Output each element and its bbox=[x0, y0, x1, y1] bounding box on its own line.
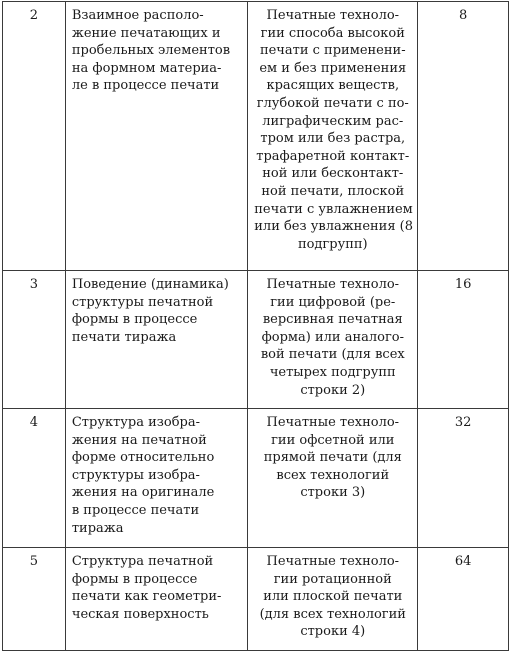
classification-table bbox=[2, 1, 509, 651]
technology-text-line: строки 4) bbox=[300, 624, 366, 640]
technology-text-line: или плоской печати bbox=[263, 589, 403, 605]
feature-text-line: структуры печатной bbox=[71, 294, 214, 310]
technology-cell bbox=[248, 409, 418, 548]
row-number-cell bbox=[3, 2, 66, 271]
technology-text-line: лиграфическим рас- bbox=[262, 113, 404, 129]
technology-count: 16 bbox=[454, 277, 472, 292]
count-cell bbox=[418, 548, 509, 651]
feature-text-line: ческая поверхность bbox=[71, 606, 209, 622]
table-row bbox=[3, 548, 509, 651]
technology-cell bbox=[248, 548, 418, 651]
count-cell bbox=[418, 271, 509, 409]
technology-text-line: Печатные техноло- bbox=[266, 415, 400, 430]
feature-cell bbox=[65, 548, 247, 651]
feature-text-line: пробельных элементов bbox=[71, 43, 231, 59]
technology-cell bbox=[248, 271, 418, 409]
feature-text-line: ле в процессе печати bbox=[71, 78, 220, 94]
technology-text-line: Печатные техноло- bbox=[266, 8, 400, 23]
feature-text-line: в процессе печати bbox=[71, 502, 200, 518]
technology-count: 8 bbox=[459, 8, 468, 23]
technology-text-line: ной или бесконтакт- bbox=[262, 166, 404, 182]
technology-text-line: прямой печати (для bbox=[263, 450, 402, 466]
feature-text-line: Взаимное располо- bbox=[71, 8, 204, 23]
technology-count: 64 bbox=[454, 554, 472, 569]
technology-text-line: Печатные техноло- bbox=[266, 277, 400, 292]
row-number: 2 bbox=[29, 8, 39, 23]
feature-cell bbox=[65, 271, 247, 409]
technology-text-line: ем и без применения bbox=[259, 60, 407, 76]
technology-text-line: версивная печатная bbox=[262, 312, 403, 328]
feature-text-line: на формном материа- bbox=[71, 60, 222, 76]
table-row bbox=[3, 271, 509, 409]
feature-text-line: жения на оригинале bbox=[71, 485, 215, 501]
technology-text-line: глубокой печати с по- bbox=[256, 95, 409, 111]
technology-text-line: ной печати, плоской bbox=[261, 183, 405, 199]
row-number-cell bbox=[3, 271, 66, 409]
technology-count: 32 bbox=[454, 415, 472, 430]
technology-text-line: строки 3) bbox=[300, 485, 366, 501]
technology-text-line: четырех подгрупп bbox=[269, 364, 396, 380]
feature-text-line: форме относительно bbox=[71, 450, 215, 466]
feature-text-line: жение печатающих и bbox=[71, 25, 221, 41]
feature-text-line: структуры изобра- bbox=[71, 467, 200, 483]
technology-text-line: трафаретной контакт- bbox=[256, 148, 410, 164]
technology-text-line: вой печати (для всех bbox=[260, 347, 405, 363]
technology-text-line: гии цифровой (ре- bbox=[270, 294, 396, 310]
technology-text-line: печати с применени- bbox=[259, 43, 406, 59]
feature-text-line: формы в процессе bbox=[71, 312, 198, 328]
technology-text-line: гии способа высокой bbox=[260, 25, 405, 41]
technology-text-line: красящих веществ, bbox=[266, 78, 400, 94]
feature-cell bbox=[65, 2, 247, 271]
technology-text-line: (для всех технологий bbox=[259, 606, 406, 622]
feature-cell bbox=[65, 409, 247, 548]
technology-text-line: гии ротационной bbox=[273, 571, 392, 587]
feature-text-line: печати как геометри- bbox=[71, 589, 222, 605]
technology-text-line: подгрупп) bbox=[297, 236, 368, 252]
row-number: 3 bbox=[29, 277, 39, 292]
technology-text-line: всех технологий bbox=[276, 467, 390, 483]
table-row bbox=[3, 2, 509, 271]
technology-text-line: или без увлажнения (8 bbox=[254, 219, 414, 235]
feature-text-line: Поведение (динамика) bbox=[71, 277, 229, 292]
technology-text-line: форма) или аналого- bbox=[261, 329, 404, 345]
feature-text-line: печати тиража bbox=[71, 329, 177, 345]
technology-text-line: печати с увлажнением bbox=[254, 201, 413, 217]
feature-text-line: Структура изобра- bbox=[71, 415, 201, 430]
count-cell bbox=[418, 409, 509, 548]
table-row bbox=[3, 409, 509, 548]
row-number-cell bbox=[3, 548, 66, 651]
feature-text-line: формы в процессе bbox=[71, 571, 198, 587]
count-cell bbox=[418, 2, 509, 271]
technology-text-line: строки 2) bbox=[300, 382, 366, 398]
row-number-cell bbox=[3, 409, 66, 548]
technology-text-line: Печатные техноло- bbox=[266, 554, 400, 569]
feature-text-line: тиража bbox=[71, 520, 124, 536]
feature-text-line: Структура печатной bbox=[71, 554, 214, 569]
row-number: 4 bbox=[29, 415, 39, 430]
technology-cell bbox=[248, 2, 418, 271]
technology-text-line: гии офсетной или bbox=[271, 432, 395, 448]
feature-text-line: жения на печатной bbox=[71, 432, 207, 448]
technology-text-line: тром или без растра, bbox=[260, 131, 406, 147]
row-number: 5 bbox=[29, 554, 39, 569]
